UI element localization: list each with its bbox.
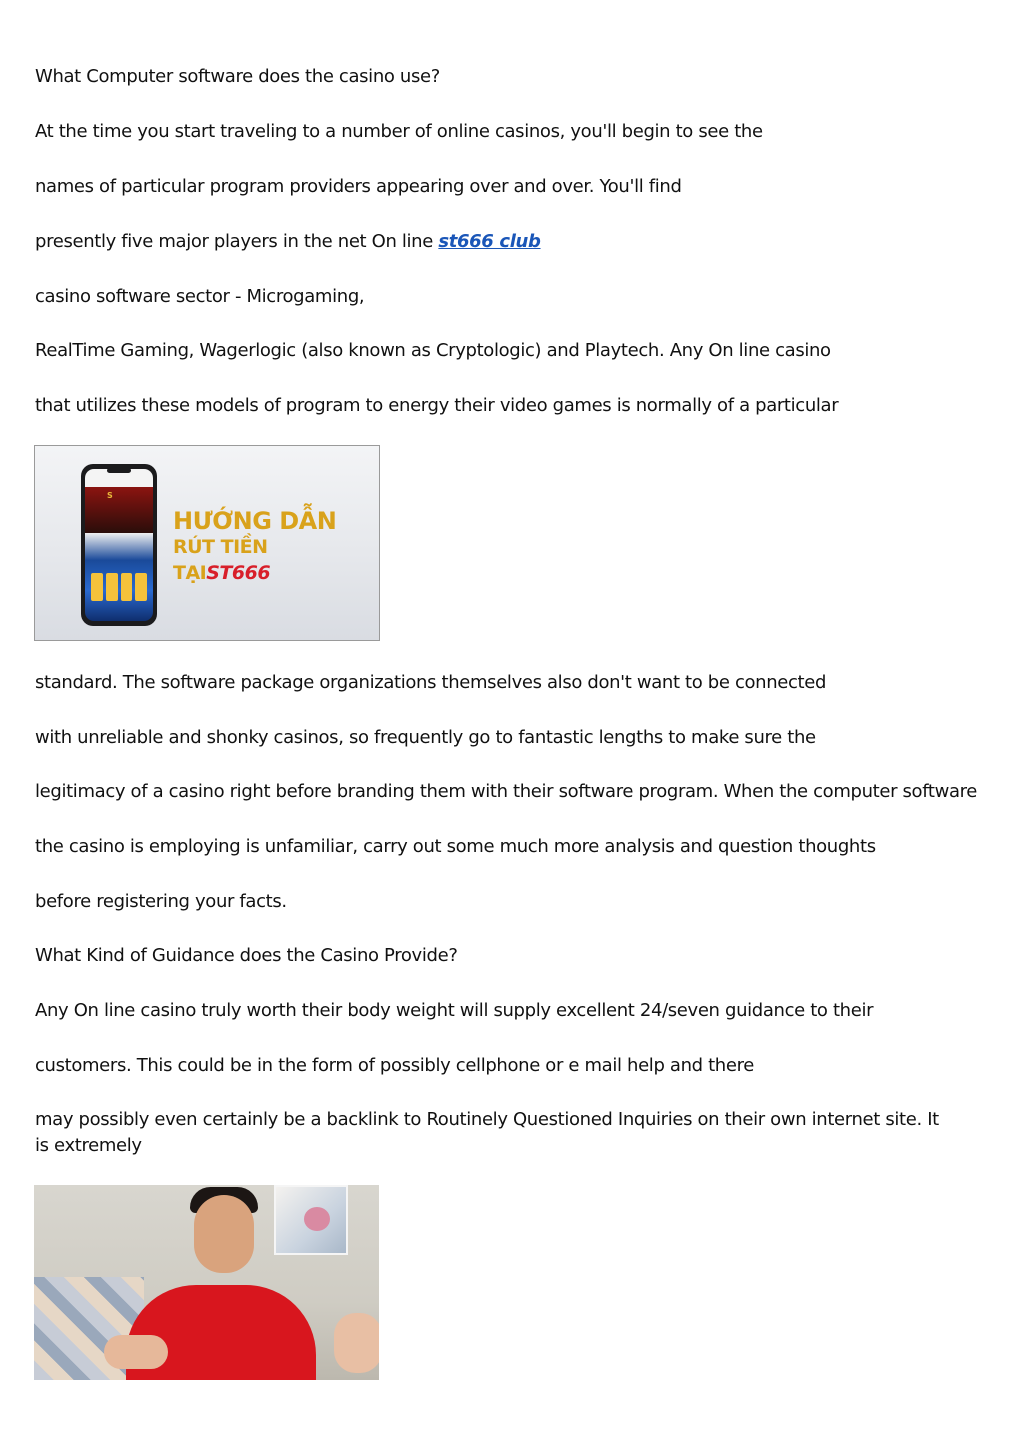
paragraph-line: customers. This could be in the form of possibly cellphone or e mail help and there — [35, 1055, 754, 1076]
paragraph-line: the casino is employing is unfamiliar, carry out some much more analysis and question thoughts — [35, 836, 876, 857]
paragraph-line: casino software sector - Microgaming, — [35, 286, 365, 307]
st666-withdrawal-banner-image — [34, 445, 380, 641]
presenter-photo-image — [34, 1185, 379, 1380]
paragraph-line: that utilizes these models of program to energy their video games is normally of a particular — [35, 395, 839, 416]
paragraph-line: RealTime Gaming, Wagerlogic (also known as Cryptologic) and Playtech. Any On line casino — [35, 340, 831, 361]
st666-club-link[interactable]: st666 club — [438, 231, 541, 252]
paragraph-line: standard. The software package organizations themselves also don't want to be connected — [35, 672, 827, 693]
person-hand-right — [334, 1313, 379, 1373]
heading-software: What Computer software does the casino use? — [35, 66, 440, 87]
banner-line-3-prefix: TẠI — [173, 562, 207, 584]
banner-line-2: RÚT TIỀN — [173, 536, 268, 558]
paragraph-line: before registering your facts. — [35, 891, 287, 912]
paragraph-text: presently five major players in the net On line — [35, 231, 433, 252]
flower-icon — [304, 1207, 330, 1231]
paragraph-line: Any On line casino truly worth their body weight will supply excellent 24/seven guidance to their — [35, 1000, 874, 1021]
banner-line-3 — [173, 560, 336, 586]
heading-guidance: What Kind of Guidance does the Casino Provide? — [35, 945, 458, 966]
paragraph-line: with unreliable and shonky casinos, so frequently go to fantastic lengths to make sure the — [35, 727, 816, 748]
phone-app-grid — [91, 573, 147, 601]
paragraph-line: may possibly even certainly be a backlink to Routinely Questioned Inquiries on their own internet site. It is extremely — [35, 1109, 939, 1156]
banner-headline — [173, 508, 336, 586]
phone-screen — [85, 469, 153, 621]
phone-logo: S — [107, 491, 113, 500]
phone-notch — [107, 468, 131, 473]
paragraph-line: names of particular program providers appearing over and over. You'll find — [35, 176, 682, 197]
paragraph-line: At the time you start traveling to a number of online casinos, you'll begin to see the — [35, 121, 763, 142]
person-face — [194, 1195, 254, 1273]
banner-line-1: HƯỚNG DẪN — [173, 507, 337, 535]
banner-brand-logo: ST666 — [206, 562, 271, 584]
wall-picture-frame — [274, 1185, 348, 1255]
paragraph-line: legitimacy of a casino right before branding them with their software program. When the computer software — [35, 781, 978, 802]
phone-icon — [81, 464, 157, 626]
paragraph-line — [35, 229, 541, 255]
person-hand-left — [104, 1335, 168, 1369]
